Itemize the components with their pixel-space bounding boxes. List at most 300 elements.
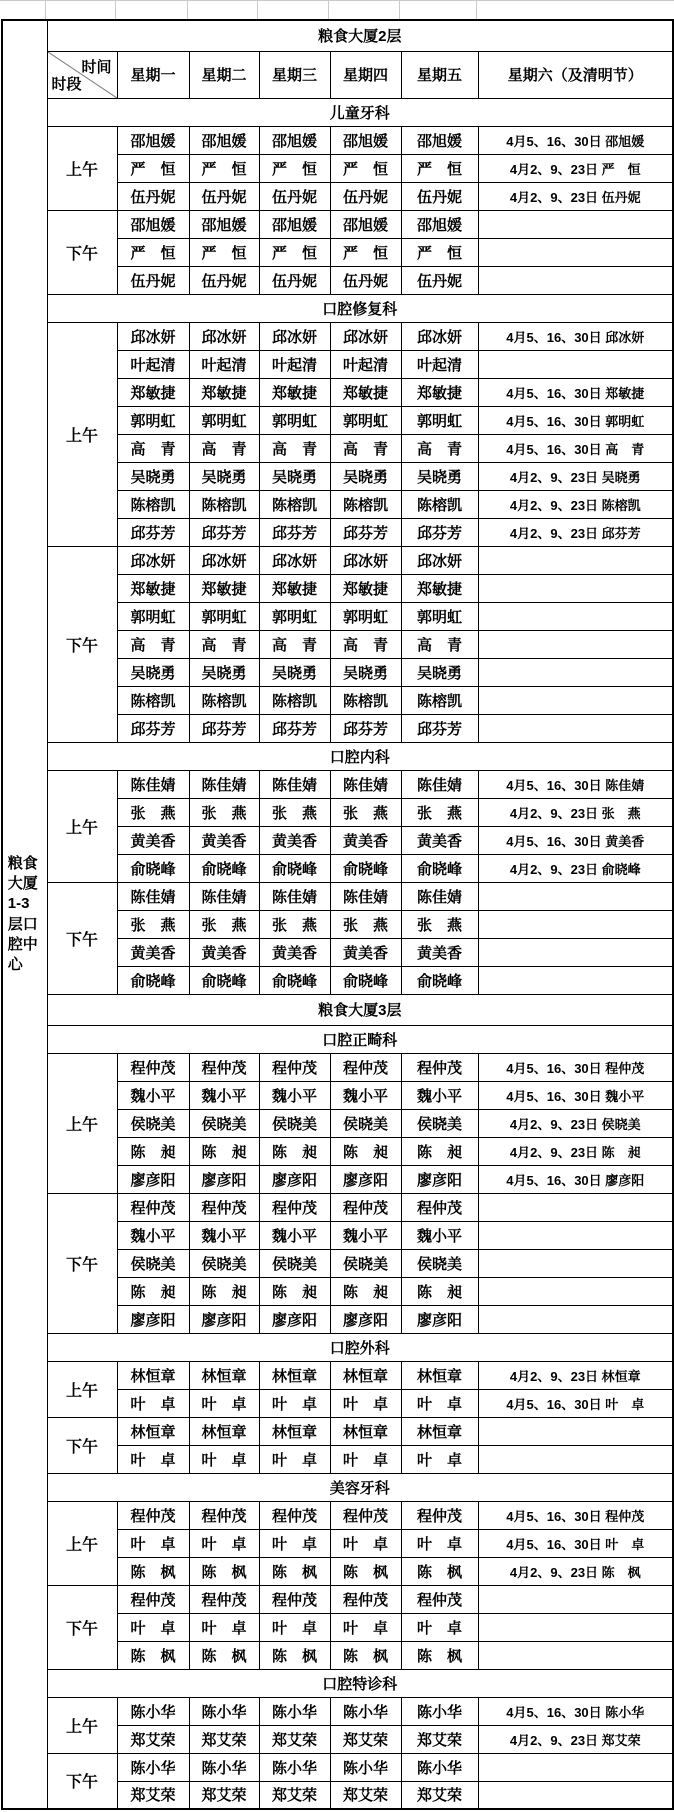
- saturday-cell: 4月5、16、30日 叶 卓: [478, 1389, 673, 1417]
- doctor-cell: 俞晓峰: [401, 966, 478, 994]
- saturday-cell: 4月2、9、23日 陈 昶: [478, 1137, 673, 1165]
- doctor-cell: 邱芬芳: [330, 518, 401, 546]
- doctor-cell: 叶 卓: [117, 1445, 189, 1473]
- doctor-cell: 林恒章: [330, 1361, 401, 1389]
- doctor-cell: 叶 卓: [189, 1389, 259, 1417]
- doctor-cell: 魏小平: [330, 1081, 401, 1109]
- doctor-cell: 程仲茂: [117, 1193, 189, 1221]
- doctor-cell: 魏小平: [259, 1221, 330, 1249]
- saturday-cell: [478, 1641, 673, 1669]
- doctor-cell: 吴晓勇: [401, 462, 478, 490]
- doctor-cell: 邵旭媛: [189, 210, 259, 238]
- saturday-cell: [478, 1277, 673, 1305]
- doctor-cell: 俞晓峰: [259, 966, 330, 994]
- department-header: 口腔正畸科: [47, 1025, 673, 1053]
- saturday-cell: [478, 686, 673, 714]
- doctor-cell: 邵旭媛: [259, 210, 330, 238]
- doctor-cell: 魏小平: [189, 1081, 259, 1109]
- doctor-cell: 严 恒: [259, 238, 330, 266]
- doctor-cell: 廖彦阳: [330, 1165, 401, 1193]
- doctor-cell: 陈佳婧: [117, 882, 189, 910]
- doctor-cell: 陈榕凯: [259, 686, 330, 714]
- sidebar-label: 粮食大厦1-3层口腔中心: [7, 854, 38, 973]
- saturday-cell: 4月2、9、23日 俞晓峰: [478, 854, 673, 882]
- doctor-cell: 郭明虹: [189, 602, 259, 630]
- doctor-cell: 邱芬芳: [117, 714, 189, 742]
- period-cell: 上午: [47, 1053, 117, 1193]
- saturday-cell: [478, 238, 673, 266]
- corner-cell: [47, 51, 117, 98]
- doctor-cell: 高 青: [330, 434, 401, 462]
- doctor-cell: 严 恒: [330, 238, 401, 266]
- top-spreadsheet-row: [0, 0, 674, 19]
- doctor-cell: 叶 卓: [401, 1613, 478, 1641]
- doctor-cell: 郑敏捷: [330, 378, 401, 406]
- doctor-cell: 郭明虹: [259, 406, 330, 434]
- doctor-cell: 吴晓勇: [259, 462, 330, 490]
- grid-cell: [46, 1, 116, 19]
- period-cell: 上午: [47, 1361, 117, 1417]
- doctor-cell: 叶 卓: [117, 1389, 189, 1417]
- doctor-cell: 吴晓勇: [117, 462, 189, 490]
- saturday-cell: 4月5、16、30日 郭明虹: [478, 406, 673, 434]
- doctor-cell: 黄美香: [259, 826, 330, 854]
- doctor-cell: 侯晓美: [330, 1249, 401, 1277]
- doctor-cell: 郭明虹: [117, 406, 189, 434]
- doctor-cell: 郑艾荣: [330, 1781, 401, 1809]
- doctor-cell: 高 青: [259, 630, 330, 658]
- doctor-cell: 陈佳婧: [259, 882, 330, 910]
- doctor-cell: 张 燕: [401, 910, 478, 938]
- doctor-cell: 陈佳婧: [330, 882, 401, 910]
- doctor-cell: 林恒章: [330, 1417, 401, 1445]
- doctor-cell: 邱冰妍: [117, 322, 189, 350]
- doctor-cell: 陈 枫: [330, 1641, 401, 1669]
- day-header-wednesday: 星期三: [259, 51, 330, 98]
- doctor-cell: 邱冰妍: [189, 546, 259, 574]
- doctor-cell: 叶起清: [330, 350, 401, 378]
- day-header-thursday: 星期四: [330, 51, 401, 98]
- saturday-cell: [478, 350, 673, 378]
- saturday-cell: [478, 266, 673, 294]
- doctor-cell: 严 恒: [401, 238, 478, 266]
- doctor-cell: 魏小平: [189, 1221, 259, 1249]
- saturday-cell: [478, 910, 673, 938]
- doctor-cell: 陈 枫: [117, 1641, 189, 1669]
- doctor-cell: 叶 卓: [330, 1389, 401, 1417]
- doctor-cell: 叶 卓: [330, 1529, 401, 1557]
- department-header: 口腔修复科: [47, 294, 673, 322]
- corner-period-label: 时段: [51, 75, 82, 93]
- saturday-cell: 4月2、9、23日 张 燕: [478, 798, 673, 826]
- saturday-cell: 4月5、16、30日 邵旭媛: [478, 126, 673, 154]
- doctor-cell: 邱芬芳: [189, 714, 259, 742]
- doctor-cell: 侯晓美: [117, 1109, 189, 1137]
- doctor-cell: 廖彦阳: [259, 1305, 330, 1333]
- grid-cell: [400, 1, 477, 19]
- doctor-cell: 严 恒: [259, 154, 330, 182]
- doctor-cell: 张 燕: [117, 910, 189, 938]
- doctor-cell: 高 青: [401, 434, 478, 462]
- doctor-cell: 郭明虹: [259, 602, 330, 630]
- doctor-cell: 陈小华: [330, 1753, 401, 1781]
- doctor-cell: 黄美香: [117, 826, 189, 854]
- saturday-cell: 4月2、9、23日 侯晓美: [478, 1109, 673, 1137]
- doctor-cell: 程仲茂: [117, 1501, 189, 1529]
- doctor-cell: 叶起清: [117, 350, 189, 378]
- doctor-cell: 邱芬芳: [259, 518, 330, 546]
- doctor-cell: 叶 卓: [259, 1445, 330, 1473]
- doctor-cell: 侯晓美: [401, 1109, 478, 1137]
- doctor-cell: 侯晓美: [189, 1109, 259, 1137]
- doctor-cell: 邱冰妍: [259, 546, 330, 574]
- doctor-cell: 林恒章: [117, 1361, 189, 1389]
- doctor-cell: 郑艾荣: [117, 1725, 189, 1753]
- doctor-cell: 叶 卓: [259, 1529, 330, 1557]
- saturday-cell: 4月2、9、23日 林恒章: [478, 1361, 673, 1389]
- corner-time-label: 时间: [81, 58, 112, 76]
- doctor-cell: 郑敏捷: [189, 574, 259, 602]
- doctor-cell: 伍丹妮: [117, 266, 189, 294]
- doctor-cell: 林恒章: [401, 1361, 478, 1389]
- saturday-cell: 4月2、9、23日 伍丹妮: [478, 182, 673, 210]
- doctor-cell: 高 青: [189, 630, 259, 658]
- doctor-cell: 伍丹妮: [401, 266, 478, 294]
- day-header-saturday: 星期六（及清明节）: [478, 51, 673, 98]
- saturday-cell: [478, 1417, 673, 1445]
- doctor-cell: 陈佳婧: [330, 770, 401, 798]
- doctor-cell: 程仲茂: [401, 1501, 478, 1529]
- doctor-cell: 俞晓峰: [330, 854, 401, 882]
- saturday-cell: [478, 1781, 673, 1809]
- saturday-cell: [478, 966, 673, 994]
- doctor-cell: 陈榕凯: [189, 686, 259, 714]
- doctor-cell: 叶起清: [401, 350, 478, 378]
- saturday-cell: 4月2、9、23日 严 恒: [478, 154, 673, 182]
- doctor-cell: 程仲茂: [117, 1585, 189, 1613]
- doctor-cell: 陈 昶: [330, 1137, 401, 1165]
- saturday-cell: 4月2、9、23日 郑艾荣: [478, 1725, 673, 1753]
- doctor-cell: 俞晓峰: [330, 966, 401, 994]
- doctor-cell: 陈小华: [259, 1697, 330, 1725]
- doctor-cell: 邱冰妍: [401, 546, 478, 574]
- period-cell: 下午: [47, 882, 117, 994]
- department-header: 口腔特诊科: [47, 1669, 673, 1697]
- doctor-cell: 侯晓美: [189, 1249, 259, 1277]
- doctor-cell: 程仲茂: [401, 1053, 478, 1081]
- doctor-cell: 陈 昶: [117, 1277, 189, 1305]
- doctor-cell: 廖彦阳: [189, 1165, 259, 1193]
- doctor-cell: 魏小平: [117, 1221, 189, 1249]
- doctor-cell: 郭明虹: [330, 406, 401, 434]
- period-cell: 下午: [47, 546, 117, 742]
- saturday-cell: [478, 210, 673, 238]
- doctor-cell: 邵旭媛: [330, 126, 401, 154]
- doctor-cell: 林恒章: [401, 1417, 478, 1445]
- saturday-cell: 4月5、16、30日 陈佳婧: [478, 770, 673, 798]
- saturday-cell: [478, 1585, 673, 1613]
- doctor-cell: 陈 昶: [330, 1277, 401, 1305]
- doctor-cell: 郑敏捷: [330, 574, 401, 602]
- doctor-cell: 郑敏捷: [401, 378, 478, 406]
- doctor-cell: 严 恒: [401, 154, 478, 182]
- doctor-cell: 张 燕: [189, 910, 259, 938]
- doctor-cell: 侯晓美: [259, 1249, 330, 1277]
- doctor-cell: 陈佳婧: [189, 882, 259, 910]
- doctor-cell: 高 青: [117, 630, 189, 658]
- doctor-cell: 邵旭媛: [259, 126, 330, 154]
- doctor-cell: 高 青: [330, 630, 401, 658]
- doctor-cell: 陈 昶: [401, 1277, 478, 1305]
- doctor-cell: 陈 枫: [259, 1641, 330, 1669]
- doctor-cell: 程仲茂: [189, 1053, 259, 1081]
- doctor-cell: 伍丹妮: [189, 182, 259, 210]
- doctor-cell: 郑艾荣: [189, 1725, 259, 1753]
- doctor-cell: 黄美香: [117, 938, 189, 966]
- department-header: 儿童牙科: [47, 98, 673, 126]
- doctor-cell: 张 燕: [259, 910, 330, 938]
- sidebar-cell: [2, 20, 47, 1809]
- doctor-cell: 廖彦阳: [259, 1165, 330, 1193]
- doctor-cell: 陈榕凯: [330, 686, 401, 714]
- doctor-cell: 黄美香: [401, 938, 478, 966]
- grid-cell: [477, 1, 674, 19]
- doctor-cell: 程仲茂: [401, 1585, 478, 1613]
- doctor-cell: 廖彦阳: [117, 1305, 189, 1333]
- doctor-cell: 邱冰妍: [189, 322, 259, 350]
- doctor-cell: 程仲茂: [330, 1585, 401, 1613]
- grid-cell: [0, 1, 46, 19]
- doctor-cell: 侯晓美: [401, 1249, 478, 1277]
- doctor-cell: 邱芬芳: [401, 714, 478, 742]
- doctor-cell: 陈榕凯: [189, 490, 259, 518]
- doctor-cell: 黄美香: [401, 826, 478, 854]
- doctor-cell: 陈佳婧: [259, 770, 330, 798]
- doctor-cell: 程仲茂: [330, 1501, 401, 1529]
- doctor-cell: 陈榕凯: [401, 490, 478, 518]
- doctor-cell: 陈 昶: [189, 1137, 259, 1165]
- period-cell: 上午: [47, 770, 117, 882]
- doctor-cell: 郑艾荣: [117, 1781, 189, 1809]
- doctor-cell: 陈榕凯: [259, 490, 330, 518]
- doctor-cell: 吴晓勇: [401, 658, 478, 686]
- doctor-cell: 严 恒: [189, 238, 259, 266]
- saturday-cell: [478, 1193, 673, 1221]
- doctor-cell: 郑敏捷: [259, 574, 330, 602]
- doctor-cell: 邱冰妍: [330, 322, 401, 350]
- doctor-cell: 伍丹妮: [259, 266, 330, 294]
- doctor-cell: 严 恒: [117, 154, 189, 182]
- doctor-cell: 程仲茂: [330, 1193, 401, 1221]
- doctor-cell: 郭明虹: [401, 602, 478, 630]
- saturday-cell: [478, 938, 673, 966]
- grid-cell: [329, 1, 400, 19]
- doctor-cell: 陈榕凯: [401, 686, 478, 714]
- doctor-cell: 严 恒: [189, 154, 259, 182]
- saturday-cell: 4月5、16、30日 魏小平: [478, 1081, 673, 1109]
- doctor-cell: 郑敏捷: [117, 574, 189, 602]
- doctor-cell: 林恒章: [117, 1417, 189, 1445]
- saturday-cell: 4月2、9、23日 邱芬芳: [478, 518, 673, 546]
- doctor-cell: 邵旭媛: [117, 126, 189, 154]
- doctor-cell: 张 燕: [330, 798, 401, 826]
- saturday-cell: [478, 1753, 673, 1781]
- doctor-cell: 陈 昶: [259, 1137, 330, 1165]
- doctor-cell: 陈榕凯: [117, 490, 189, 518]
- doctor-cell: 魏小平: [401, 1081, 478, 1109]
- building-header: 粮食大厦3层: [47, 994, 673, 1025]
- doctor-cell: 黄美香: [189, 938, 259, 966]
- doctor-cell: 伍丹妮: [189, 266, 259, 294]
- grid-cell: [258, 1, 329, 19]
- department-header: 美容牙科: [47, 1473, 673, 1501]
- doctor-cell: 黄美香: [330, 938, 401, 966]
- doctor-cell: 侯晓美: [330, 1109, 401, 1137]
- doctor-cell: 邱冰妍: [117, 546, 189, 574]
- doctor-cell: 陈小华: [401, 1697, 478, 1725]
- doctor-cell: 陈小华: [117, 1697, 189, 1725]
- doctor-cell: 陈小华: [401, 1753, 478, 1781]
- doctor-cell: 陈 枫: [401, 1641, 478, 1669]
- doctor-cell: 张 燕: [259, 798, 330, 826]
- doctor-cell: 陈 昶: [117, 1137, 189, 1165]
- doctor-cell: 程仲茂: [117, 1053, 189, 1081]
- doctor-cell: 程仲茂: [189, 1193, 259, 1221]
- doctor-cell: 吴晓勇: [189, 658, 259, 686]
- doctor-cell: 高 青: [189, 434, 259, 462]
- doctor-cell: 邱芬芳: [117, 518, 189, 546]
- doctor-cell: 叶 卓: [189, 1613, 259, 1641]
- saturday-cell: 4月5、16、30日 高 青: [478, 434, 673, 462]
- doctor-cell: 陈小华: [330, 1697, 401, 1725]
- doctor-cell: 张 燕: [117, 798, 189, 826]
- doctor-cell: 叶 卓: [117, 1529, 189, 1557]
- saturday-cell: 4月5、16、30日 叶 卓: [478, 1529, 673, 1557]
- doctor-cell: 程仲茂: [259, 1193, 330, 1221]
- doctor-cell: 陈佳婧: [401, 882, 478, 910]
- saturday-cell: 4月2、9、23日 陈 枫: [478, 1557, 673, 1585]
- doctor-cell: 陈佳婧: [117, 770, 189, 798]
- saturday-cell: [478, 1445, 673, 1473]
- saturday-cell: 4月5、16、30日 程仲茂: [478, 1501, 673, 1529]
- doctor-cell: 廖彦阳: [117, 1165, 189, 1193]
- doctor-cell: 郑敏捷: [401, 574, 478, 602]
- doctor-cell: 邱芬芳: [330, 714, 401, 742]
- doctor-cell: 俞晓峰: [189, 966, 259, 994]
- doctor-cell: 陈佳婧: [401, 770, 478, 798]
- doctor-cell: 廖彦阳: [330, 1305, 401, 1333]
- period-cell: 上午: [47, 126, 117, 210]
- doctor-cell: 俞晓峰: [259, 854, 330, 882]
- doctor-cell: 陈小华: [117, 1753, 189, 1781]
- doctor-cell: 陈榕凯: [117, 686, 189, 714]
- saturday-cell: [478, 714, 673, 742]
- doctor-cell: 俞晓峰: [401, 854, 478, 882]
- doctor-cell: 陈 昶: [401, 1137, 478, 1165]
- building-header: 粮食大厦2层: [47, 20, 673, 51]
- doctor-cell: 侯晓美: [259, 1109, 330, 1137]
- doctor-cell: 吴晓勇: [330, 462, 401, 490]
- doctor-cell: 陈 枫: [259, 1557, 330, 1585]
- doctor-cell: 吴晓勇: [117, 658, 189, 686]
- doctor-cell: 叶 卓: [330, 1613, 401, 1641]
- doctor-cell: 魏小平: [401, 1221, 478, 1249]
- doctor-cell: 伍丹妮: [330, 266, 401, 294]
- doctor-cell: 陈小华: [189, 1697, 259, 1725]
- doctor-cell: 郑艾荣: [259, 1781, 330, 1809]
- doctor-cell: 程仲茂: [189, 1501, 259, 1529]
- doctor-cell: 郭明虹: [401, 406, 478, 434]
- doctor-cell: 邱芬芳: [401, 518, 478, 546]
- doctor-cell: 张 燕: [401, 798, 478, 826]
- saturday-cell: [478, 546, 673, 574]
- doctor-cell: 叶 卓: [189, 1529, 259, 1557]
- grid-cell: [116, 1, 188, 19]
- doctor-cell: 黄美香: [259, 938, 330, 966]
- doctor-cell: 邵旭媛: [401, 126, 478, 154]
- saturday-cell: 4月2、9、23日 陈榕凯: [478, 490, 673, 518]
- doctor-cell: 陈小华: [189, 1753, 259, 1781]
- doctor-cell: 廖彦阳: [189, 1305, 259, 1333]
- doctor-cell: 林恒章: [259, 1361, 330, 1389]
- doctor-cell: 黄美香: [189, 826, 259, 854]
- doctor-cell: 程仲茂: [259, 1053, 330, 1081]
- doctor-cell: 郑敏捷: [117, 378, 189, 406]
- doctor-cell: 伍丹妮: [401, 182, 478, 210]
- doctor-cell: 程仲茂: [259, 1501, 330, 1529]
- doctor-cell: 邱冰妍: [330, 546, 401, 574]
- doctor-cell: 郑艾荣: [259, 1725, 330, 1753]
- period-cell: 下午: [47, 1417, 117, 1473]
- saturday-cell: [478, 1221, 673, 1249]
- doctor-cell: 陈 昶: [189, 1277, 259, 1305]
- saturday-cell: 4月5、16、30日 郑敏捷: [478, 378, 673, 406]
- doctor-cell: 叶 卓: [401, 1445, 478, 1473]
- doctor-cell: 魏小平: [330, 1221, 401, 1249]
- period-cell: 下午: [47, 1193, 117, 1333]
- doctor-cell: 邱冰妍: [259, 322, 330, 350]
- doctor-cell: 叶 卓: [401, 1389, 478, 1417]
- doctor-cell: 邵旭媛: [330, 210, 401, 238]
- doctor-cell: 叶 卓: [259, 1389, 330, 1417]
- doctor-cell: 俞晓峰: [117, 966, 189, 994]
- doctor-cell: 叶起清: [259, 350, 330, 378]
- doctor-cell: 程仲茂: [189, 1585, 259, 1613]
- doctor-cell: 廖彦阳: [401, 1165, 478, 1193]
- doctor-cell: 叶 卓: [401, 1529, 478, 1557]
- doctor-cell: 张 燕: [189, 798, 259, 826]
- doctor-cell: 伍丹妮: [117, 182, 189, 210]
- saturday-cell: [478, 882, 673, 910]
- period-cell: 下午: [47, 1753, 117, 1809]
- saturday-cell: 4月2、9、23日 吴晓勇: [478, 462, 673, 490]
- grid-cell: [188, 1, 258, 19]
- doctor-cell: 林恒章: [189, 1361, 259, 1389]
- day-header-monday: 星期一: [117, 51, 189, 98]
- doctor-cell: 邵旭媛: [189, 126, 259, 154]
- doctor-cell: 叶 卓: [259, 1613, 330, 1641]
- doctor-cell: 俞晓峰: [117, 854, 189, 882]
- doctor-cell: 高 青: [401, 630, 478, 658]
- doctor-cell: 严 恒: [117, 238, 189, 266]
- doctor-cell: 俞晓峰: [189, 854, 259, 882]
- doctor-cell: 叶 卓: [117, 1613, 189, 1641]
- doctor-cell: 邵旭媛: [117, 210, 189, 238]
- doctor-cell: 郑艾荣: [189, 1781, 259, 1809]
- doctor-cell: 陈 昶: [259, 1277, 330, 1305]
- doctor-cell: 郭明虹: [330, 602, 401, 630]
- doctor-cell: 吴晓勇: [259, 658, 330, 686]
